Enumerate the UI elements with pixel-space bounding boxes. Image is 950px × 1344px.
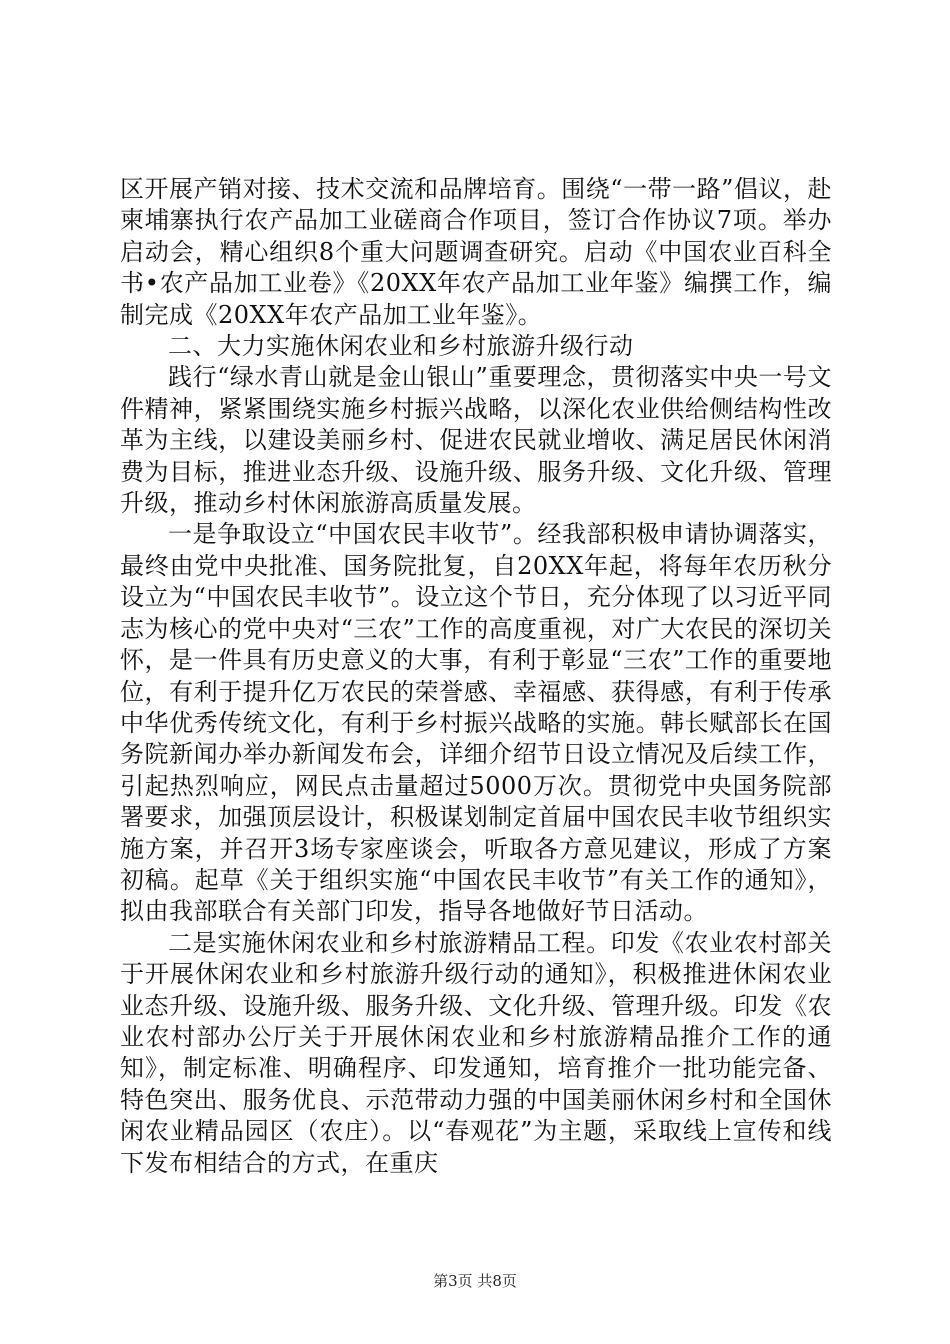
page-number-label: 第3页 共8页 (433, 1272, 517, 1290)
page-footer (0, 1270, 950, 1291)
paragraph-continuation: 区开展产销对接、技术交流和品牌培育。围绕“一带一路”倡议，赴柬埔寨执行农产品加工业磋商合作项目，签订合作协议7项。举办启动会，精心组织8个重大问题调查研究。启动《中国农业百科全书•农产品加工业卷》《20XX年农产品加工业年鉴》编撰工作，编制完成《20XX年农产品加工业年鉴》。 (120, 175, 832, 329)
document-body (120, 174, 832, 1179)
paragraph-point-one: 一是争取设立“中国农民丰收节”。经我部积极申请协调落实，最终由党中央批准、国务院批复，自20XX年起，将每年农历秋分设立为“中国农民丰收节”。设立这个节日，充分体现了以习近平同志为核心的党中央对“三农”工作的高度重视，对广大农民的深切关怀，是一件具有历史意义的大事，有利于彰显“三农”工作的重要地位，有利于提升亿万农民的荣誉感、幸福感、获得感，有利于传承中华优秀传统文化，有利于乡村振兴战略的实施。韩长赋部长在国务院新闻办举办新闻发布会，详细介绍节日设立情况及后续工作，引起热烈响应，网民点击量超过5000万次。贯彻党中央国务院部署要求，加强顶层设计，积极谋划制定首届中国农民丰收节组织实施方案，并召开3场专家座谈会，听取各方意见建议，形成了方案初稿。起草《关于组织实施“中国农民丰收节”有关工作的通知》，拟由我部联合有关部门印发，指导各地做好节日活动。 (120, 520, 832, 926)
section-heading: 二、大力实施休闲农业和乡村旅游升级行动 (168, 332, 634, 361)
paragraph-point-two: 二是实施休闲农业和乡村旅游精品工程。印发《农业农村部关于开展休闲农业和乡村旅游升级行动的通知》，积极推进休闲农业业态升级、设施升级、服务升级、文化升级、管理升级。印发《农业农村部办公厅关于开展休闲农业和乡村旅游精品推介工作的通知》，制定标准、明确程序、印发通知，培育推介一批功能完备、特色突出、服务优良、示范带动力强的中国美丽休闲乡村和全国休闲农业精品园区（农庄）。以“春观花”为主题，采取线上宣传和线下发布相结合的方式，在重庆 (120, 928, 832, 1177)
paragraph-intro: 践行“绿水青山就是金山银山”重要理念，贯彻落实中央一号文件精神，紧紧围绕实施乡村振兴战略，以深化农业供给侧结构性改革为主线，以建设美丽乡村、促进农民就业增收、满足居民休闲消费为目标，推进业态升级、设施升级、服务升级、文化升级、管理升级，推动乡村休闲旅游高质量发展。 (120, 363, 832, 518)
